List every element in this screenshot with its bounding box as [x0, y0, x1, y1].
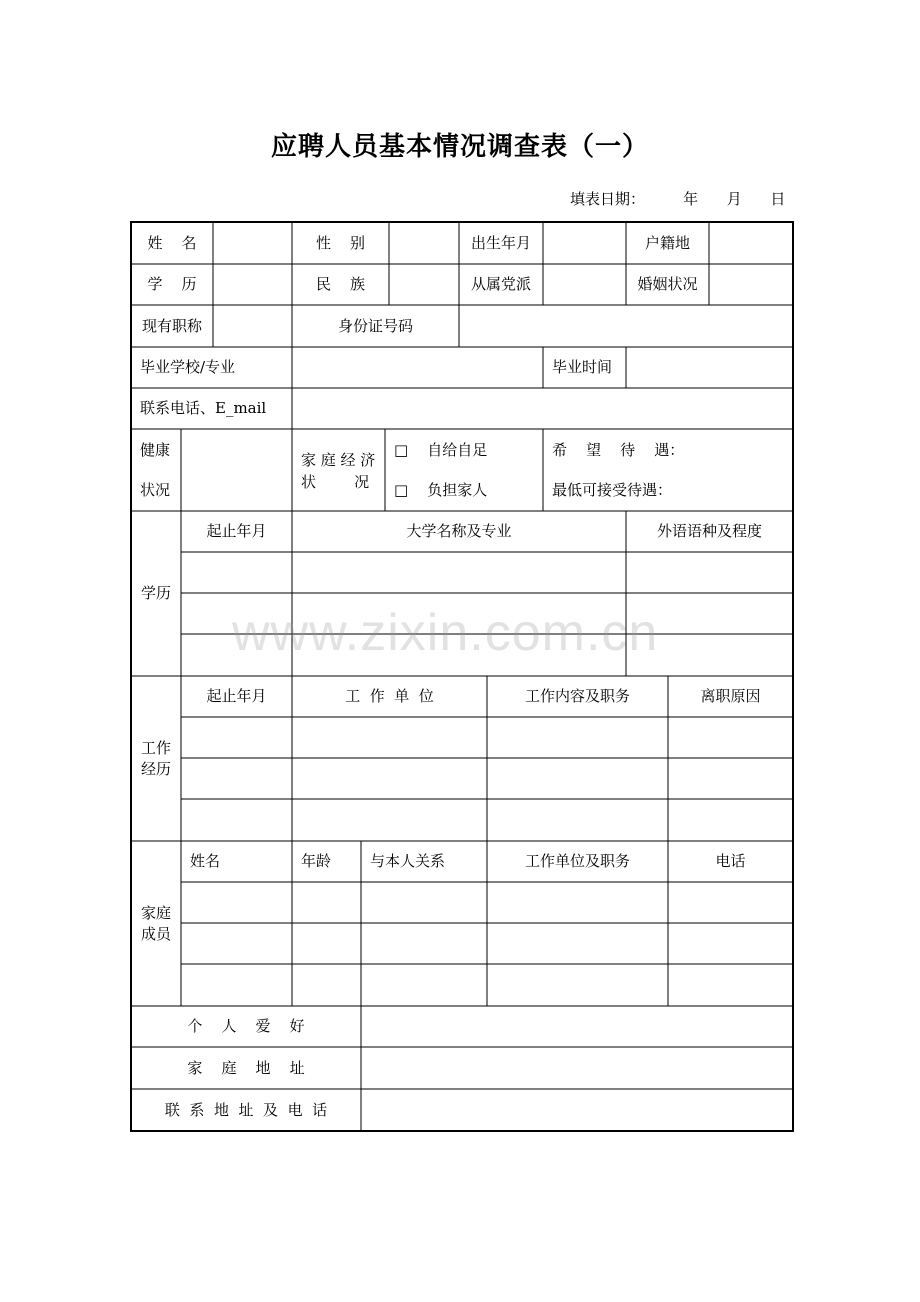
edu-header-period: 起止年月	[206, 522, 267, 540]
name-field[interactable]	[213, 222, 292, 264]
work-row-1-period[interactable]	[181, 717, 292, 758]
family-header-phone: 电话	[715, 852, 746, 870]
marital-field[interactable]	[709, 264, 793, 305]
label-contact-address: 联 系 地 址 及 电 话	[164, 1100, 328, 1119]
label-grad-time: 毕业时间	[552, 358, 613, 376]
label-contact: 联系电话、E_mail	[140, 399, 267, 417]
family-header-age: 年龄	[301, 852, 332, 870]
home-address-field[interactable]	[361, 1047, 793, 1089]
family-row-1-age[interactable]	[292, 882, 361, 923]
family-row-2-phone[interactable]	[668, 923, 793, 964]
work-row-3-period[interactable]	[181, 799, 292, 841]
label-edu-section: 学历	[140, 584, 171, 602]
label-education: 学 历	[147, 275, 197, 293]
work-row-2-employer[interactable]	[292, 758, 487, 799]
edu-row-3-school[interactable]	[292, 634, 626, 676]
edu-row-2-school[interactable]	[292, 593, 626, 634]
school-major-field[interactable]	[292, 347, 543, 388]
family-header-name: 姓名	[190, 852, 221, 870]
econ-support-checkbox[interactable]: □ 负担家人	[394, 480, 488, 499]
hobby-field[interactable]	[361, 1006, 793, 1047]
edu-row-1-school[interactable]	[292, 552, 626, 593]
family-row-3-relation[interactable]	[361, 964, 487, 1006]
family-header-employer: 工作单位及职务	[524, 852, 630, 870]
label-home-address: 家 庭 地 址	[187, 1058, 305, 1077]
family-row-1-phone[interactable]	[668, 882, 793, 923]
label-marital: 婚姻状况	[637, 275, 698, 293]
hukou-field[interactable]	[709, 222, 793, 264]
grad-time-field[interactable]	[626, 347, 793, 388]
birth-field[interactable]	[543, 222, 626, 264]
label-id-no: 身份证号码	[337, 316, 413, 335]
edu-header-school: 大学名称及专业	[406, 522, 512, 540]
work-row-1-reason[interactable]	[668, 717, 793, 758]
family-row-3-phone[interactable]	[668, 964, 793, 1006]
label-party: 从属党派	[470, 275, 531, 293]
label-work-1: 工作	[140, 738, 171, 757]
label-title-now: 现有职称	[141, 316, 202, 335]
edu-row-1-period[interactable]	[181, 552, 292, 593]
work-header-reason: 离职原因	[700, 687, 761, 705]
label-birth: 出生年月	[470, 233, 531, 252]
label-gender: 性 别	[315, 233, 366, 252]
contact-address-field[interactable]	[361, 1089, 793, 1131]
work-row-2-period[interactable]	[181, 758, 292, 799]
watermark: www.zixin.com.cn	[232, 604, 659, 662]
work-row-3-employer[interactable]	[292, 799, 487, 841]
econ-self-checkbox[interactable]: □ 自给自足	[394, 440, 488, 459]
work-row-1-employer[interactable]	[292, 717, 487, 758]
title-now-field[interactable]	[213, 305, 292, 347]
edu-row-3-period[interactable]	[181, 634, 292, 676]
label-min-pay[interactable]: 最低可接受待遇：	[552, 480, 673, 499]
family-row-2-employer[interactable]	[487, 923, 668, 964]
label-family-econ-1: 家 庭 经 济	[301, 450, 376, 469]
edu-row-3-language[interactable]	[626, 634, 793, 676]
edu-row-1-language[interactable]	[626, 552, 793, 593]
edu-row-2-language[interactable]	[626, 593, 793, 634]
contact-field[interactable]	[292, 388, 793, 429]
work-row-1-duties[interactable]	[487, 717, 668, 758]
label-health-1: 健康	[140, 440, 171, 459]
family-header-relation: 与本人关系	[370, 852, 446, 870]
label-family-section	[131, 841, 181, 1006]
label-expected-pay[interactable]: 希 望 待 遇：	[552, 440, 685, 459]
fill-date: 填表日期： 年 月 日	[570, 190, 786, 208]
edu-row-2-period[interactable]	[181, 593, 292, 634]
family-row-3-employer[interactable]	[487, 964, 668, 1006]
label-school-major: 毕业学校/专业	[140, 358, 236, 376]
family-row-1-employer[interactable]	[487, 882, 668, 923]
form-title: 应聘人员基本情况调查表（一）	[270, 132, 649, 162]
gender-field[interactable]	[389, 222, 459, 264]
work-row-3-duties[interactable]	[487, 799, 668, 841]
label-family-2: 成员	[140, 924, 171, 943]
family-row-2-relation[interactable]	[361, 923, 487, 964]
family-row-2-name[interactable]	[181, 923, 292, 964]
family-row-2-age[interactable]	[292, 923, 361, 964]
label-ethnicity: 民 族	[315, 275, 366, 293]
label-health-2: 状况	[140, 480, 171, 499]
family-row-3-age[interactable]	[292, 964, 361, 1006]
label-family-econ-2: 状 况	[301, 472, 370, 491]
education-field[interactable]	[213, 264, 292, 305]
party-field[interactable]	[543, 264, 626, 305]
work-header-duties: 工作内容及职务	[524, 687, 630, 705]
edu-header-language: 外语语种及程度	[656, 522, 762, 540]
id-no-field[interactable]	[459, 305, 793, 347]
label-work-2: 经历	[140, 759, 171, 778]
label-family-1: 家庭	[140, 903, 171, 922]
work-header-employer: 工 作 单 位	[345, 687, 434, 705]
health-field[interactable]	[181, 429, 292, 511]
family-row-1-name[interactable]	[181, 882, 292, 923]
work-row-2-reason[interactable]	[668, 758, 793, 799]
work-row-3-reason[interactable]	[668, 799, 793, 841]
family-row-3-name[interactable]	[181, 964, 292, 1006]
label-name: 姓 名	[147, 233, 197, 252]
label-hobby: 个 人 爱 好	[187, 1017, 305, 1035]
work-header-period: 起止年月	[206, 687, 267, 705]
ethnicity-field[interactable]	[389, 264, 459, 305]
label-work-section	[131, 676, 181, 841]
family-row-1-relation[interactable]	[361, 882, 487, 923]
label-hukou: 户籍地	[644, 233, 690, 252]
work-row-2-duties[interactable]	[487, 758, 668, 799]
